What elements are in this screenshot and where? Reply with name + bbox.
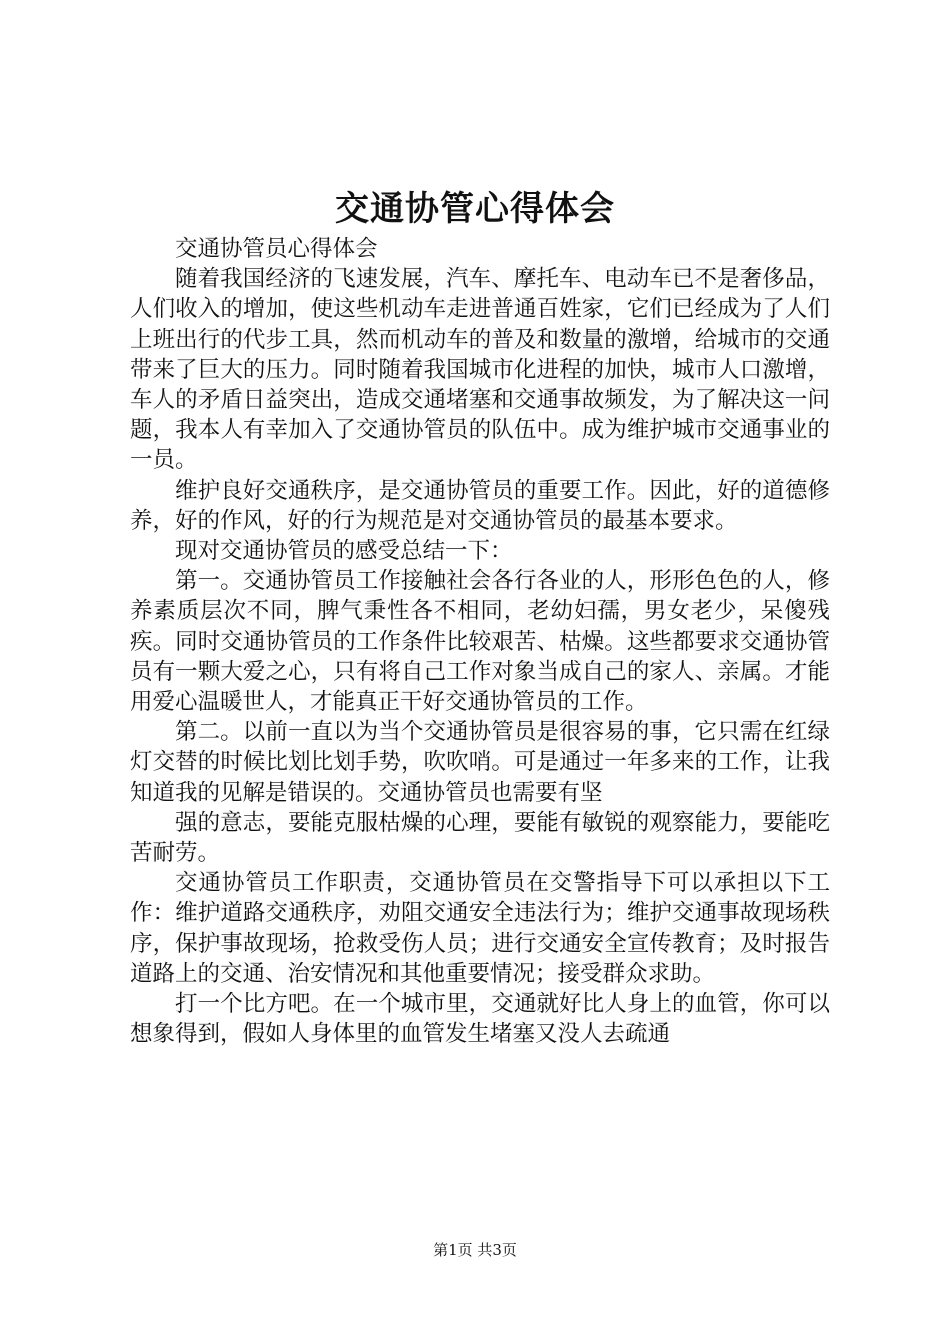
paragraph-order: 维护良好交通秩序，是交通协管员的重要工作。因此，好的道德修养，好的作风，好的行为规范是对交通协管员的最基本要求。 [130, 477, 830, 534]
paragraph-summary-lead: 现对交通协管员的感受总结一下： [175, 538, 513, 565]
paragraph-second-point-continued: 强的意志，要能克服枯燥的心理，要能有敏锐的观察能力，要能吃苦耐劳。 [130, 809, 830, 867]
paragraph-analogy: 打一个比方吧。在一个城市里，交通就好比人身上的血管，你可以想象得到，假如人身体里的血管发生堵塞又没人去疏通 [130, 991, 830, 1048]
document-title: 交通协管心得体会 [335, 189, 615, 229]
paragraph-duties: 交通协管员工作职责，交通协管员在交警指导下可以承担以下工作：维护道路交通秩序，劝阻交通安全违法行为；维护交通事故现场秩序，保护事故现场，抢救受伤人员；进行交通安全宣传教育；及时报告道路上的交通、治安情况和其他重要情况；接受群众求助。 [130, 870, 830, 987]
paragraph-second-point: 第二。以前一直以为当个交通协管员是很容易的事，它只需在红绿灯交替的时候比划比划手势，吹吹哨。可是通过一年多来的工作，让我知道我的见解是错误的。交通协管员也需要有坚 [130, 719, 830, 806]
document-body [130, 234, 830, 1049]
page-number-footer: 第1页 共3页 [433, 1241, 517, 1259]
paragraph-subtitle: 交通协管员心得体会 [175, 236, 378, 262]
paragraph-first-point: 第一。交通协管员工作接触社会各行各业的人，形形色色的人，修养素质层次不同，脾气秉性各不相同，老幼妇孺，男女老少，呆傻残疾。同时交通协管员的工作条件比较艰苦、枯燥。这些都要求交通协管员有一颗大爱之心，只有将自己工作对象当成自己的家人、亲属。才能用爱心温暖世人，才能真正干好交通协管员的工作。 [130, 568, 830, 716]
paragraph-intro: 随着我国经济的飞速发展，汽车、摩托车、电动车已不是奢侈品，人们收入的增加，使这些机动车走进普通百姓家，它们已经成为了人们上班出行的代步工具，然而机动车的普及和数量的激增，给城市的交通带来了巨大的压力。同时随着我国城市化进程的加快，城市人口激增，车人的矛盾日益突出，造成交通堵塞和交通事故频发，为了解决这一问题，我本人有幸加入了交通协管员的队伍中。成为维护城市交通事业的一员。 [130, 266, 830, 474]
